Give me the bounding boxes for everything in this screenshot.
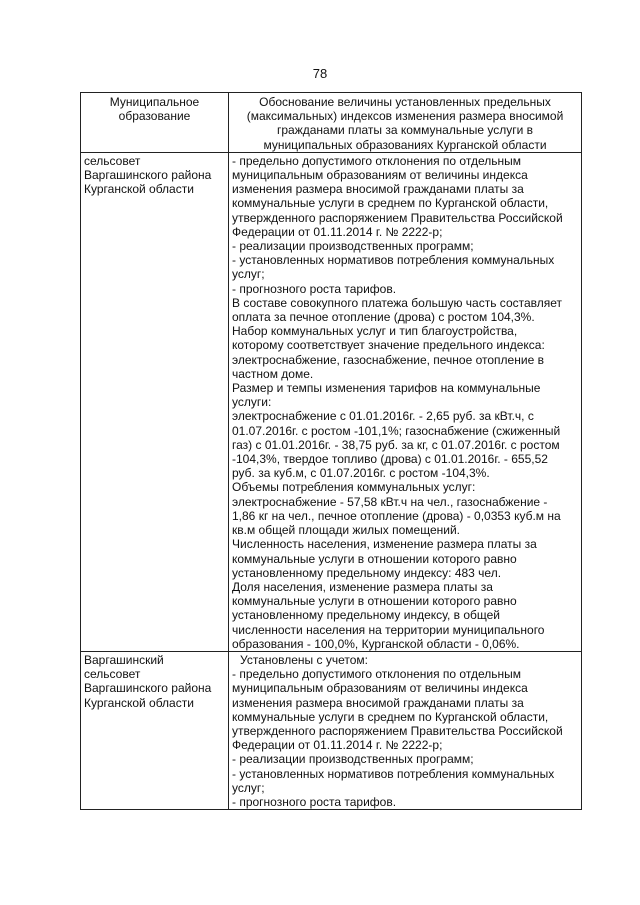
text-line: Установлены с учетом: <box>240 652 368 667</box>
text-line: Доля населения, изменение размера платы за <box>232 579 493 594</box>
header-justification <box>229 93 582 153</box>
text-line: утвержденного распоряжением Правительства Российской <box>232 210 563 225</box>
text-line: 1,86 кг на чел., печное отопление (дрова) - 0,0353 куб.м на <box>232 508 561 523</box>
municipality-cell <box>81 651 229 809</box>
justification-cell <box>229 152 582 651</box>
text-line: руб. за куб.м, с 01.07.2016г. с ростом -104,3%. <box>232 466 490 481</box>
header-line: образование <box>118 109 191 124</box>
text-line: - прогнозного роста тарифов. <box>232 794 397 809</box>
text-line: Курганской области <box>84 695 194 710</box>
text-line: - прогнозного роста тарифов. <box>232 281 397 296</box>
text-line: частном доме. <box>232 366 314 381</box>
table-row <box>81 152 582 651</box>
text-line: коммунальные услуги в среднем по Курганской области, <box>232 196 549 211</box>
text-line: Федерации от 01.11.2014 г. № 2222-р; <box>232 738 443 753</box>
text-line: которому соответствует значение предельного индекса: <box>232 338 545 353</box>
text-line: Курганской области <box>84 182 194 197</box>
page-number: 78 <box>312 66 328 81</box>
text-line: электроснабжение с 01.01.2016г. - 2,65 руб. за кВт.ч, с <box>232 409 534 424</box>
text-line: кв.м общей площади жилых помещений. <box>232 523 460 538</box>
municipality-cell <box>81 152 229 651</box>
table-header-row <box>81 93 582 153</box>
text-line: - установленных нормативов потребления коммунальных <box>232 766 555 781</box>
text-line: услуги: <box>232 395 272 410</box>
text-line: коммунальные услуги в отношении которого равно <box>232 551 517 566</box>
text-line: - предельно допустимого отклонения по отдельным <box>232 153 521 168</box>
text-line: -104,3%, твердое топливо (дрова) с 01.01.2016г. - 655,52 <box>232 452 548 467</box>
text-line: услуг; <box>232 780 265 795</box>
text-line: Размер и темпы изменения тарифов на коммунальные <box>232 381 541 396</box>
text-line: Набор коммунальных услуг и тип благоустройства, <box>232 324 518 339</box>
text-line: - предельно допустимого отклонения по отдельным <box>232 667 521 682</box>
text-line: Федерации от 01.11.2014 г. № 2222-р; <box>232 224 443 239</box>
text-line: установленному предельному индексу, в общей <box>232 608 500 623</box>
tariff-justification-table <box>80 92 582 810</box>
text-line: образования - 100,0%, Курганской области - 0,06%. <box>232 636 520 651</box>
header-line: муниципальных образованиях Курганской области <box>263 137 547 152</box>
text-line: изменения размера вносимой гражданами платы за <box>232 695 524 710</box>
text-line: 01.07.2016г. с ростом -101,1%; газоснабжение (сжиженный <box>232 423 561 438</box>
header-line: Муниципальное <box>109 95 200 109</box>
header-line: (максимальных) индексов изменения размера вносимой <box>246 109 564 124</box>
text-line: В составе совокупного платежа большую часть составляет <box>232 295 563 310</box>
text-line: газ) с 01.01.2016г. - 38,75 руб. за кг, с 01.07.2016г. с ростом <box>232 437 560 452</box>
header-line: Обоснование величины установленных предельных <box>259 95 551 109</box>
header-municipality <box>81 93 229 153</box>
header-line: гражданами платы за коммунальные услуги в <box>276 123 534 138</box>
text-line: утвержденного распоряжением Правительства Российской <box>232 723 563 738</box>
text-line: Варгашинского района <box>84 168 212 183</box>
text-line: коммунальные услуги в среднем по Курганской области, <box>232 709 549 724</box>
text-line: коммунальные услуги в отношении которого равно <box>232 594 517 609</box>
table-row <box>81 651 582 809</box>
text-line: - реализации производственных программ; <box>232 239 474 254</box>
text-line: сельсовет <box>84 153 141 168</box>
text-line: изменения размера вносимой гражданами платы за <box>232 182 524 197</box>
text-line: электроснабжение - 57,58 кВт.ч на чел., газоснабжение - <box>232 494 548 509</box>
text-line: электроснабжение, газоснабжение, печное отопление в <box>232 352 544 367</box>
text-line: сельсовет <box>84 667 141 682</box>
text-line: установленному предельному индексу: 483 чел. <box>232 565 502 580</box>
text-line: услуг; <box>232 267 265 282</box>
text-line: - установленных нормативов потребления коммунальных <box>232 253 555 268</box>
text-line: Варгашинский <box>84 652 164 667</box>
justification-cell <box>229 651 582 809</box>
text-line: Численность населения, изменение размера платы за <box>232 537 537 552</box>
text-line: - реализации производственных программ; <box>232 752 474 767</box>
text-line: численности населения на территории муниципального <box>232 622 545 637</box>
text-line: Объемы потребления коммунальных услуг: <box>232 480 476 495</box>
text-line: муниципальным образованиям от величины индекса <box>232 681 528 696</box>
text-line: оплата за печное отопление (дрова) с ростом 104,3%. <box>232 310 535 325</box>
text-line: Варгашинского района <box>84 681 212 696</box>
text-line: муниципальным образованиям от величины индекса <box>232 168 528 183</box>
